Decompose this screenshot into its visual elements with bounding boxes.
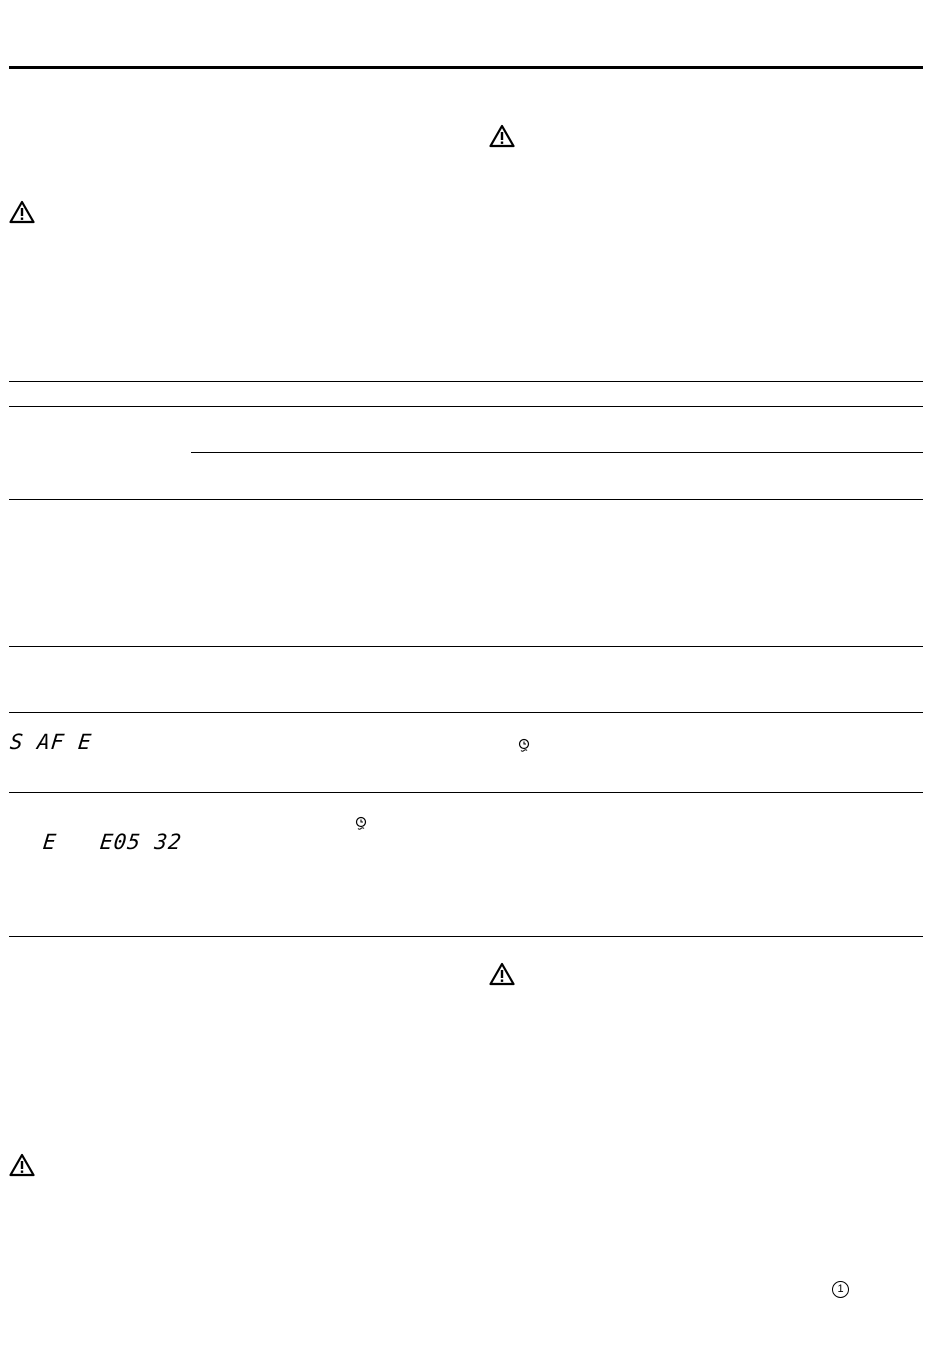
warning-icon bbox=[489, 124, 515, 148]
table-row-rule bbox=[9, 792, 923, 793]
display-code-safe: S AF E bbox=[8, 730, 94, 754]
display-code-error: E05 32 bbox=[98, 830, 184, 854]
warning-icon bbox=[9, 200, 35, 224]
table-header-rule bbox=[9, 406, 923, 407]
warning-icon bbox=[489, 962, 515, 986]
timer-clock-icon bbox=[517, 738, 531, 754]
header-rule bbox=[9, 66, 923, 69]
table-row-rule bbox=[9, 646, 923, 647]
warning-icon bbox=[9, 1153, 35, 1177]
table-subrow-rule bbox=[191, 452, 923, 453]
timer-clock-icon bbox=[354, 816, 368, 832]
table-row-rule bbox=[9, 499, 923, 500]
table-bottom-rule bbox=[9, 936, 923, 937]
table-top-rule bbox=[9, 381, 923, 382]
numbered-callout-icon: 1 bbox=[832, 1281, 849, 1298]
table-row-rule bbox=[9, 712, 923, 713]
display-code-error-prefix: E bbox=[41, 830, 58, 854]
